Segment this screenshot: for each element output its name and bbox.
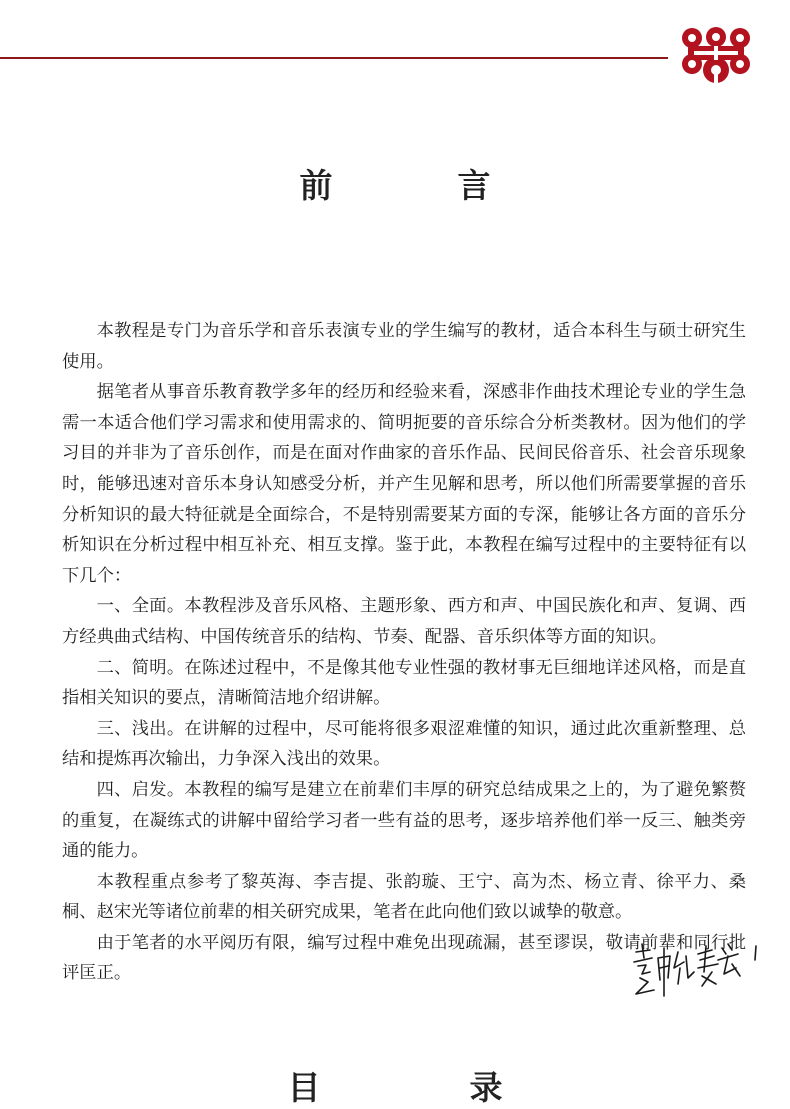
header-rule	[0, 57, 668, 59]
preface-paragraph: 据笔者从事音乐教育教学多年的经历和经验来看，深感非作曲技术理论专业的学生急需一本适合他们学习需求和使用需求的、简明扼要的音乐综合分析类教材。因为他们的学习目的并非为了音乐创作，而是在面对作曲家的音乐作品、民间民俗音乐、社会音乐现象时，能够迅速对音乐本身认知感受分析，并产生见解和思考，所以他们所需要掌握的音乐分析知识的最大特征就是全面综合，不是特别需要某方面的专深，能够让各方面的音乐分析知识在分析过程中相互补充、相互支撑。鉴于此，本教程在编写过程中的主要特征有以下几个：	[62, 382, 746, 586]
preface-paragraph: 由于笔者的水平阅历有限，编写过程中难免出现疏漏，甚至谬误，敬请前辈和同行批评匡正。	[62, 932, 746, 984]
preface-paragraph: 二、简明。在陈述过程中，不是像其他专业性强的教材事无巨细地详述风格，而是直指相关知识的要点，清晰简洁地介绍讲解。	[62, 657, 746, 709]
publisher-emblem-icon	[680, 26, 752, 86]
handwritten-signature-icon	[628, 938, 763, 1000]
preface-title: 前 言	[299, 166, 537, 205]
toc-title: 目 录	[287, 1068, 561, 1107]
preface-body	[62, 316, 746, 989]
preface-paragraph: 一、全面。本教程涉及音乐风格、主题形象、西方和声、中国民族化和声、复调、西方经典曲式结构、中国传统音乐的结构、节奏、配器、音乐织体等方面的知识。	[62, 596, 746, 647]
preface-paragraph: 本教程是专门为音乐学和音乐表演专业的学生编写的教材，适合本科生与硕士研究生使用。	[62, 321, 746, 372]
preface-paragraph: 三、浅出。在讲解的过程中，尽可能将很多艰涩难懂的知识，通过此次重新整理、总结和提炼再次输出，力争深入浅出的效果。	[62, 718, 746, 770]
preface-paragraph: 四、启发。本教程的编写是建立在前辈们丰厚的研究总结成果之上的，为了避免繁赘的重复，在凝练式的讲解中留给学习者一些有益的思考，逐步培养他们举一反三、触类旁通的能力。	[62, 779, 746, 862]
preface-paragraph: 本教程重点参考了黎英海、李吉提、张韵璇、王宁、高为杰、杨立青、徐平力、桑桐、赵宋光等诸位前辈的相关研究成果，笔者在此向他们致以诚挚的敬意。	[62, 871, 746, 923]
